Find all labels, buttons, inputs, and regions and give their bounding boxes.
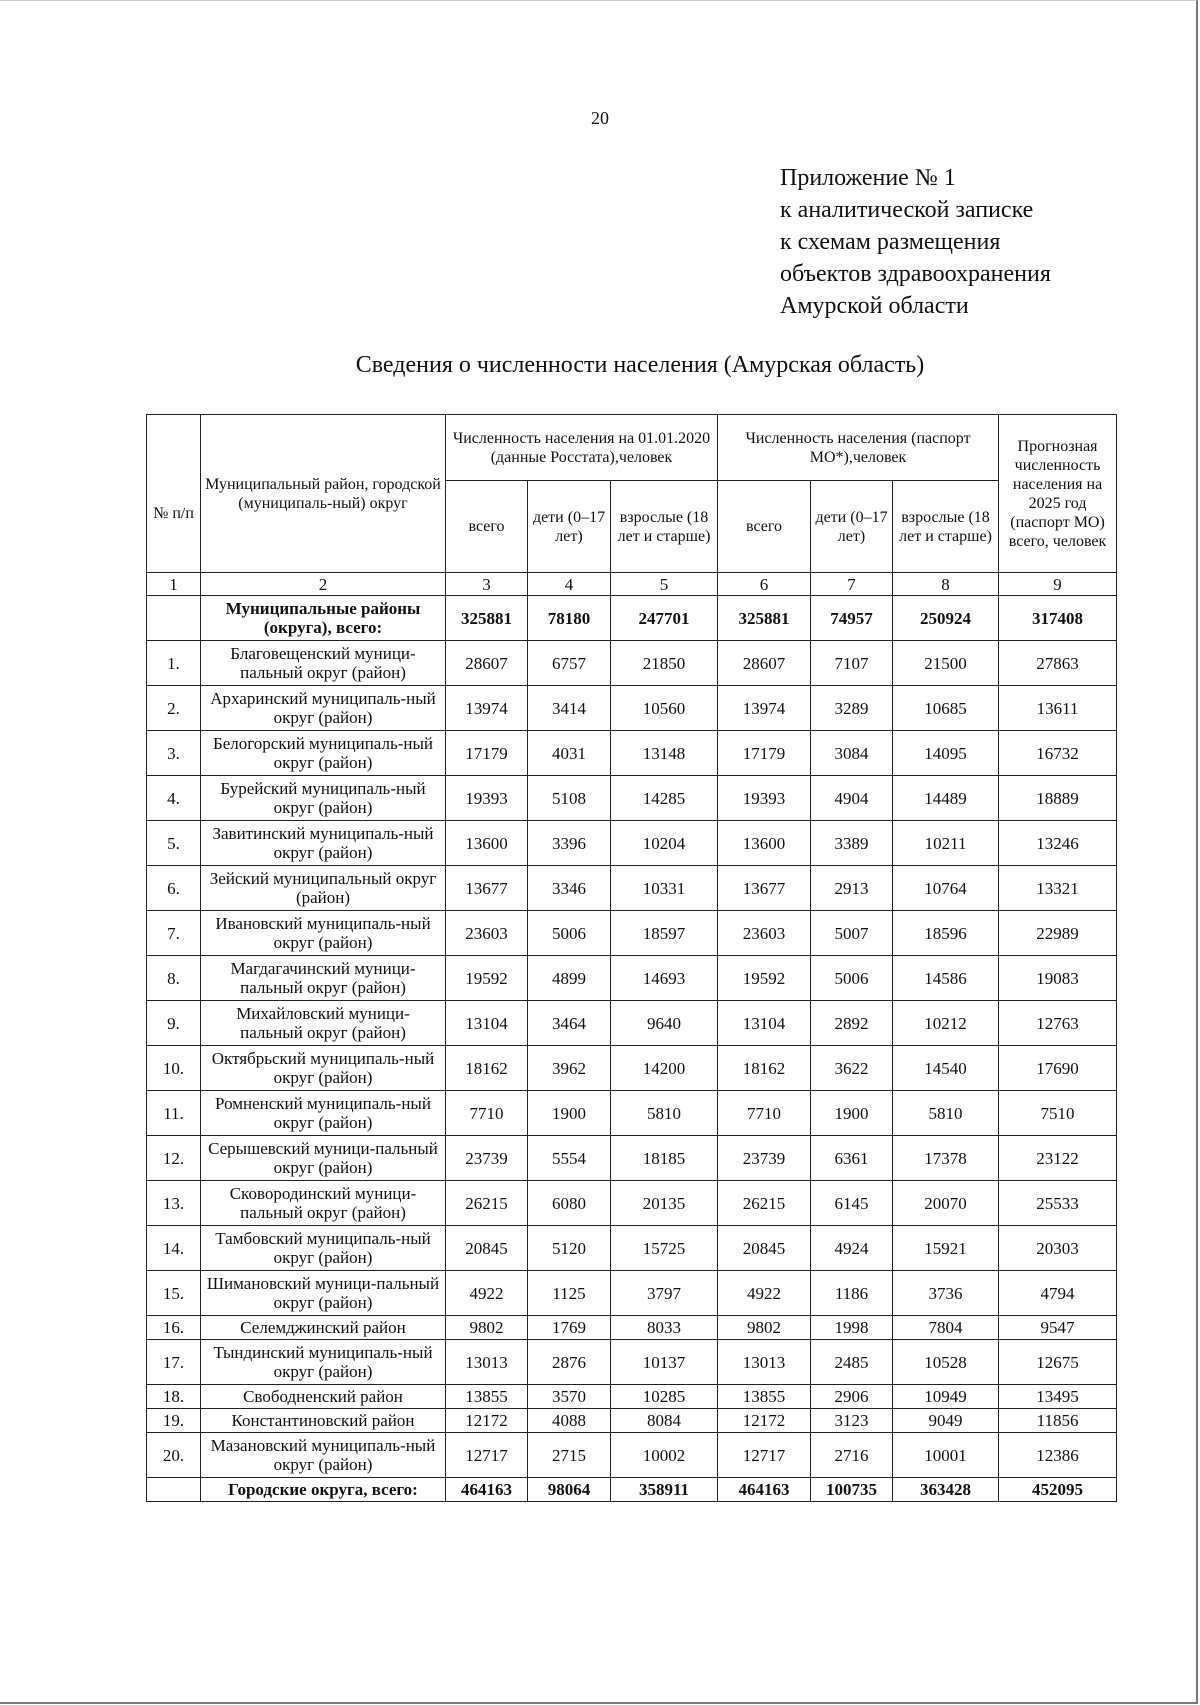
cell-rosstat-adults: 8033: [611, 1316, 718, 1340]
row-number: 8.: [147, 956, 201, 1001]
cell-forecast-total: 7510: [999, 1091, 1117, 1136]
cell-rosstat-adults: 14285: [611, 776, 718, 821]
table-row: [147, 1091, 1117, 1136]
table-row: [147, 1226, 1117, 1271]
table-row: [147, 1340, 1117, 1385]
cell-rosstat-children: 2876: [528, 1340, 611, 1385]
cell-rosstat-children: 4088: [528, 1409, 611, 1433]
cell-passport-adults: 5810: [893, 1091, 999, 1136]
cell-passport-total: 19393: [718, 776, 811, 821]
cell-passport-adults: 14540: [893, 1046, 999, 1091]
cell-rosstat-adults: 10331: [611, 866, 718, 911]
row-name: Октябрьский муниципаль-ный округ (район): [201, 1046, 446, 1091]
cell-rosstat-children: 78180: [528, 596, 611, 641]
cell-passport-adults: 21500: [893, 641, 999, 686]
cell-rosstat-children: 3570: [528, 1385, 611, 1409]
row-number: [147, 1478, 201, 1502]
row-number: [147, 596, 201, 641]
cell-passport-adults: 14586: [893, 956, 999, 1001]
cell-forecast-total: 9547: [999, 1316, 1117, 1340]
cell-passport-total: 13677: [718, 866, 811, 911]
column-number: 3: [446, 573, 528, 596]
table-row: [147, 641, 1117, 686]
cell-passport-adults: 10949: [893, 1385, 999, 1409]
table-row: [147, 1001, 1117, 1046]
column-number: 5: [611, 573, 718, 596]
cell-passport-adults: 7804: [893, 1316, 999, 1340]
cell-passport-total: 464163: [718, 1478, 811, 1502]
column-number: 8: [893, 573, 999, 596]
cell-forecast-total: 11856: [999, 1409, 1117, 1433]
table-row: [147, 821, 1117, 866]
header-forecast: Прогнозная численность населения на 2025 год (паспорт МО) всего, человек: [999, 415, 1117, 573]
column-number: 2: [201, 573, 446, 596]
cell-rosstat-adults: 358911: [611, 1478, 718, 1502]
cell-passport-children: 1998: [811, 1316, 893, 1340]
cell-passport-children: 100735: [811, 1478, 893, 1502]
row-name: Михайловский муници-пальный округ (район): [201, 1001, 446, 1046]
header-adults: взрослые (18 лет и старше): [611, 481, 718, 573]
cell-rosstat-total: 23603: [446, 911, 528, 956]
row-name: Завитинский муниципаль-ный округ (район): [201, 821, 446, 866]
cell-passport-total: 18162: [718, 1046, 811, 1091]
table-row: [147, 1385, 1117, 1409]
cell-rosstat-children: 98064: [528, 1478, 611, 1502]
cell-passport-children: 3389: [811, 821, 893, 866]
cell-passport-children: 2716: [811, 1433, 893, 1478]
cell-passport-adults: 10212: [893, 1001, 999, 1046]
header-adults: взрослые (18 лет и старше): [893, 481, 999, 573]
cell-passport-adults: 18596: [893, 911, 999, 956]
row-number: 18.: [147, 1385, 201, 1409]
cell-rosstat-adults: 10137: [611, 1340, 718, 1385]
row-number: 12.: [147, 1136, 201, 1181]
cell-passport-adults: 363428: [893, 1478, 999, 1502]
cell-passport-total: 26215: [718, 1181, 811, 1226]
table-row: [147, 1181, 1117, 1226]
cell-rosstat-total: 9802: [446, 1316, 528, 1340]
row-name: Свободненский район: [201, 1385, 446, 1409]
cell-passport-adults: 9049: [893, 1409, 999, 1433]
cell-passport-children: 2913: [811, 866, 893, 911]
cell-passport-total: 12172: [718, 1409, 811, 1433]
cell-passport-total: 12717: [718, 1433, 811, 1478]
cell-rosstat-total: 7710: [446, 1091, 528, 1136]
cell-passport-children: 3289: [811, 686, 893, 731]
cell-passport-total: 23603: [718, 911, 811, 956]
cell-rosstat-adults: 14200: [611, 1046, 718, 1091]
cell-rosstat-children: 3464: [528, 1001, 611, 1046]
row-name: Константиновский район: [201, 1409, 446, 1433]
cell-passport-children: 3123: [811, 1409, 893, 1433]
row-number: 16.: [147, 1316, 201, 1340]
cell-forecast-total: 20303: [999, 1226, 1117, 1271]
cell-passport-children: 7107: [811, 641, 893, 686]
cell-rosstat-children: 6757: [528, 641, 611, 686]
cell-passport-adults: 10001: [893, 1433, 999, 1478]
cell-passport-children: 6145: [811, 1181, 893, 1226]
header-num: № п/п: [147, 415, 201, 573]
cell-rosstat-children: 1125: [528, 1271, 611, 1316]
row-number: 19.: [147, 1409, 201, 1433]
row-name: Архаринский муниципаль-ный округ (район): [201, 686, 446, 731]
row-number: 1.: [147, 641, 201, 686]
cell-passport-children: 2485: [811, 1340, 893, 1385]
row-number: 17.: [147, 1340, 201, 1385]
row-number: 20.: [147, 1433, 201, 1478]
cell-passport-total: 17179: [718, 731, 811, 776]
cell-passport-children: 6361: [811, 1136, 893, 1181]
cell-rosstat-total: 13677: [446, 866, 528, 911]
appendix-line: Амурской области: [780, 293, 969, 319]
cell-passport-adults: 3736: [893, 1271, 999, 1316]
cell-passport-adults: 250924: [893, 596, 999, 641]
cell-rosstat-total: 28607: [446, 641, 528, 686]
cell-passport-total: 7710: [718, 1091, 811, 1136]
cell-rosstat-children: 6080: [528, 1181, 611, 1226]
header-name: Муниципальный район, городской (муниципаль-ный) округ: [201, 415, 446, 573]
cell-rosstat-total: 13974: [446, 686, 528, 731]
cell-rosstat-children: 1900: [528, 1091, 611, 1136]
row-name: Ромненский муниципаль-ный округ (район): [201, 1091, 446, 1136]
cell-rosstat-total: 18162: [446, 1046, 528, 1091]
table-row: [147, 866, 1117, 911]
cell-passport-adults: 10764: [893, 866, 999, 911]
row-number: 3.: [147, 731, 201, 776]
cell-rosstat-total: 23739: [446, 1136, 528, 1181]
cell-rosstat-adults: 5810: [611, 1091, 718, 1136]
cell-passport-children: 1186: [811, 1271, 893, 1316]
cell-rosstat-total: 325881: [446, 596, 528, 641]
cell-rosstat-total: 4922: [446, 1271, 528, 1316]
row-name: Белогорский муниципаль-ный округ (район): [201, 731, 446, 776]
cell-forecast-total: 18889: [999, 776, 1117, 821]
cell-forecast-total: 452095: [999, 1478, 1117, 1502]
row-number: 10.: [147, 1046, 201, 1091]
row-number: 4.: [147, 776, 201, 821]
cell-forecast-total: 4794: [999, 1271, 1117, 1316]
column-number: 6: [718, 573, 811, 596]
cell-passport-children: 3084: [811, 731, 893, 776]
cell-rosstat-total: 19592: [446, 956, 528, 1001]
cell-rosstat-children: 1769: [528, 1316, 611, 1340]
cell-rosstat-total: 26215: [446, 1181, 528, 1226]
cell-rosstat-adults: 10002: [611, 1433, 718, 1478]
cell-rosstat-adults: 10285: [611, 1385, 718, 1409]
cell-rosstat-total: 19393: [446, 776, 528, 821]
cell-passport-adults: 17378: [893, 1136, 999, 1181]
cell-passport-total: 13013: [718, 1340, 811, 1385]
cell-rosstat-children: 3396: [528, 821, 611, 866]
cell-forecast-total: 17690: [999, 1046, 1117, 1091]
cell-passport-children: 5007: [811, 911, 893, 956]
table-row: [147, 1316, 1117, 1340]
cell-rosstat-adults: 3797: [611, 1271, 718, 1316]
cell-forecast-total: 13611: [999, 686, 1117, 731]
appendix-line: к аналитической записке: [780, 197, 1034, 223]
cell-rosstat-children: 3414: [528, 686, 611, 731]
table-row: [147, 731, 1117, 776]
table-row: [147, 911, 1117, 956]
cell-rosstat-adults: 14693: [611, 956, 718, 1001]
cell-forecast-total: 27863: [999, 641, 1117, 686]
cell-forecast-total: 22989: [999, 911, 1117, 956]
cell-rosstat-children: 3962: [528, 1046, 611, 1091]
cell-passport-total: 23739: [718, 1136, 811, 1181]
document-title: Сведения о численности населения (Амурская область): [355, 352, 925, 378]
row-name: Селемджинский район: [201, 1316, 446, 1340]
row-number: 6.: [147, 866, 201, 911]
row-name: Магдагачинский муници-пальный округ (район): [201, 956, 446, 1001]
cell-passport-total: 28607: [718, 641, 811, 686]
cell-rosstat-adults: 21850: [611, 641, 718, 686]
appendix-line: объектов здравоохранения: [780, 261, 1051, 287]
population-table: [146, 414, 1117, 1502]
row-name: Муниципальные районы (округа), всего:: [201, 596, 446, 641]
cell-passport-children: 4924: [811, 1226, 893, 1271]
cell-passport-children: 1900: [811, 1091, 893, 1136]
cell-passport-total: 325881: [718, 596, 811, 641]
row-name: Серышевский муници-пальный округ (район): [201, 1136, 446, 1181]
table-row-total: [147, 596, 1117, 641]
cell-passport-children: 5006: [811, 956, 893, 1001]
cell-forecast-total: 12675: [999, 1340, 1117, 1385]
cell-rosstat-total: 17179: [446, 731, 528, 776]
column-numbers-row: [147, 573, 1117, 596]
column-number: 4: [528, 573, 611, 596]
cell-rosstat-children: 3346: [528, 866, 611, 911]
row-name: Ивановский муниципаль-ный округ (район): [201, 911, 446, 956]
cell-rosstat-total: 13104: [446, 1001, 528, 1046]
cell-rosstat-children: 5108: [528, 776, 611, 821]
cell-rosstat-adults: 8084: [611, 1409, 718, 1433]
row-name: Зейский муниципальный округ (район): [201, 866, 446, 911]
row-name: Сковородинский муници-пальный округ (район): [201, 1181, 446, 1226]
column-number: 1: [147, 573, 201, 596]
cell-rosstat-total: 12717: [446, 1433, 528, 1478]
header-children: дети (0–17 лет): [528, 481, 611, 573]
table-row: [147, 776, 1117, 821]
cell-rosstat-children: 4899: [528, 956, 611, 1001]
row-name: Бурейский муниципаль-ный округ (район): [201, 776, 446, 821]
cell-passport-children: 2906: [811, 1385, 893, 1409]
row-name: Тындинский муниципаль-ный округ (район): [201, 1340, 446, 1385]
table-row: [147, 1409, 1117, 1433]
table-row: [147, 1046, 1117, 1091]
row-number: 13.: [147, 1181, 201, 1226]
table-body: [147, 596, 1117, 1502]
cell-rosstat-total: 13855: [446, 1385, 528, 1409]
cell-rosstat-total: 13600: [446, 821, 528, 866]
cell-rosstat-adults: 15725: [611, 1226, 718, 1271]
table-row: [147, 1271, 1117, 1316]
cell-rosstat-children: 5006: [528, 911, 611, 956]
header-group-rosstat: Численность населения на 01.01.2020 (данные Росстата),человек: [446, 415, 718, 481]
appendix-note: [780, 162, 1051, 322]
page-number: 20: [591, 108, 609, 128]
row-number: 5.: [147, 821, 201, 866]
cell-passport-adults: 20070: [893, 1181, 999, 1226]
row-number: 15.: [147, 1271, 201, 1316]
cell-forecast-total: 317408: [999, 596, 1117, 641]
cell-rosstat-total: 12172: [446, 1409, 528, 1433]
cell-forecast-total: 25533: [999, 1181, 1117, 1226]
appendix-line: Приложение № 1: [780, 165, 956, 191]
cell-rosstat-adults: 10204: [611, 821, 718, 866]
cell-rosstat-total: 20845: [446, 1226, 528, 1271]
cell-forecast-total: 13246: [999, 821, 1117, 866]
cell-passport-adults: 10528: [893, 1340, 999, 1385]
row-name: Городские округа, всего:: [201, 1478, 446, 1502]
row-number: 11.: [147, 1091, 201, 1136]
cell-rosstat-adults: 247701: [611, 596, 718, 641]
cell-rosstat-total: 464163: [446, 1478, 528, 1502]
row-name: Мазановский муниципаль-ный округ (район): [201, 1433, 446, 1478]
cell-rosstat-adults: 18185: [611, 1136, 718, 1181]
row-name: Тамбовский муниципаль-ный округ (район): [201, 1226, 446, 1271]
cell-passport-total: 13104: [718, 1001, 811, 1046]
table-row: [147, 686, 1117, 731]
header-group-passport: Численность населения (паспорт МО*),человек: [718, 415, 999, 481]
cell-passport-total: 19592: [718, 956, 811, 1001]
cell-passport-children: 4904: [811, 776, 893, 821]
cell-passport-total: 13600: [718, 821, 811, 866]
cell-passport-total: 20845: [718, 1226, 811, 1271]
cell-passport-adults: 15921: [893, 1226, 999, 1271]
header-children: дети (0–17 лет): [811, 481, 893, 573]
row-number: 2.: [147, 686, 201, 731]
row-number: 14.: [147, 1226, 201, 1271]
cell-rosstat-children: 4031: [528, 731, 611, 776]
cell-rosstat-adults: 10560: [611, 686, 718, 731]
cell-passport-adults: 10685: [893, 686, 999, 731]
column-number: 7: [811, 573, 893, 596]
cell-rosstat-children: 2715: [528, 1433, 611, 1478]
cell-rosstat-children: 5120: [528, 1226, 611, 1271]
header-total: всего: [446, 481, 528, 573]
header-total: всего: [718, 481, 811, 573]
cell-rosstat-adults: 18597: [611, 911, 718, 956]
row-name: Шимановский муници-пальный округ (район): [201, 1271, 446, 1316]
table-row-total: [147, 1478, 1117, 1502]
cell-passport-adults: 10211: [893, 821, 999, 866]
table-row: [147, 1136, 1117, 1181]
cell-passport-children: 3622: [811, 1046, 893, 1091]
cell-passport-children: 74957: [811, 596, 893, 641]
cell-passport-total: 13855: [718, 1385, 811, 1409]
cell-rosstat-adults: 20135: [611, 1181, 718, 1226]
table-row: [147, 956, 1117, 1001]
cell-rosstat-adults: 9640: [611, 1001, 718, 1046]
row-number: 7.: [147, 911, 201, 956]
cell-rosstat-adults: 13148: [611, 731, 718, 776]
cell-rosstat-total: 13013: [446, 1340, 528, 1385]
cell-forecast-total: 12386: [999, 1433, 1117, 1478]
column-number: 9: [999, 573, 1117, 596]
cell-passport-total: 9802: [718, 1316, 811, 1340]
cell-forecast-total: 12763: [999, 1001, 1117, 1046]
cell-rosstat-children: 5554: [528, 1136, 611, 1181]
appendix-line: к схемам размещения: [780, 229, 1001, 255]
cell-forecast-total: 16732: [999, 731, 1117, 776]
cell-forecast-total: 19083: [999, 956, 1117, 1001]
cell-passport-total: 4922: [718, 1271, 811, 1316]
row-name: Благовещенский муници-пальный округ (район): [201, 641, 446, 686]
row-number: 9.: [147, 1001, 201, 1046]
cell-forecast-total: 13321: [999, 866, 1117, 911]
cell-passport-adults: 14489: [893, 776, 999, 821]
cell-forecast-total: 23122: [999, 1136, 1117, 1181]
cell-passport-children: 2892: [811, 1001, 893, 1046]
cell-passport-adults: 14095: [893, 731, 999, 776]
table-row: [147, 1433, 1117, 1478]
cell-passport-total: 13974: [718, 686, 811, 731]
cell-forecast-total: 13495: [999, 1385, 1117, 1409]
